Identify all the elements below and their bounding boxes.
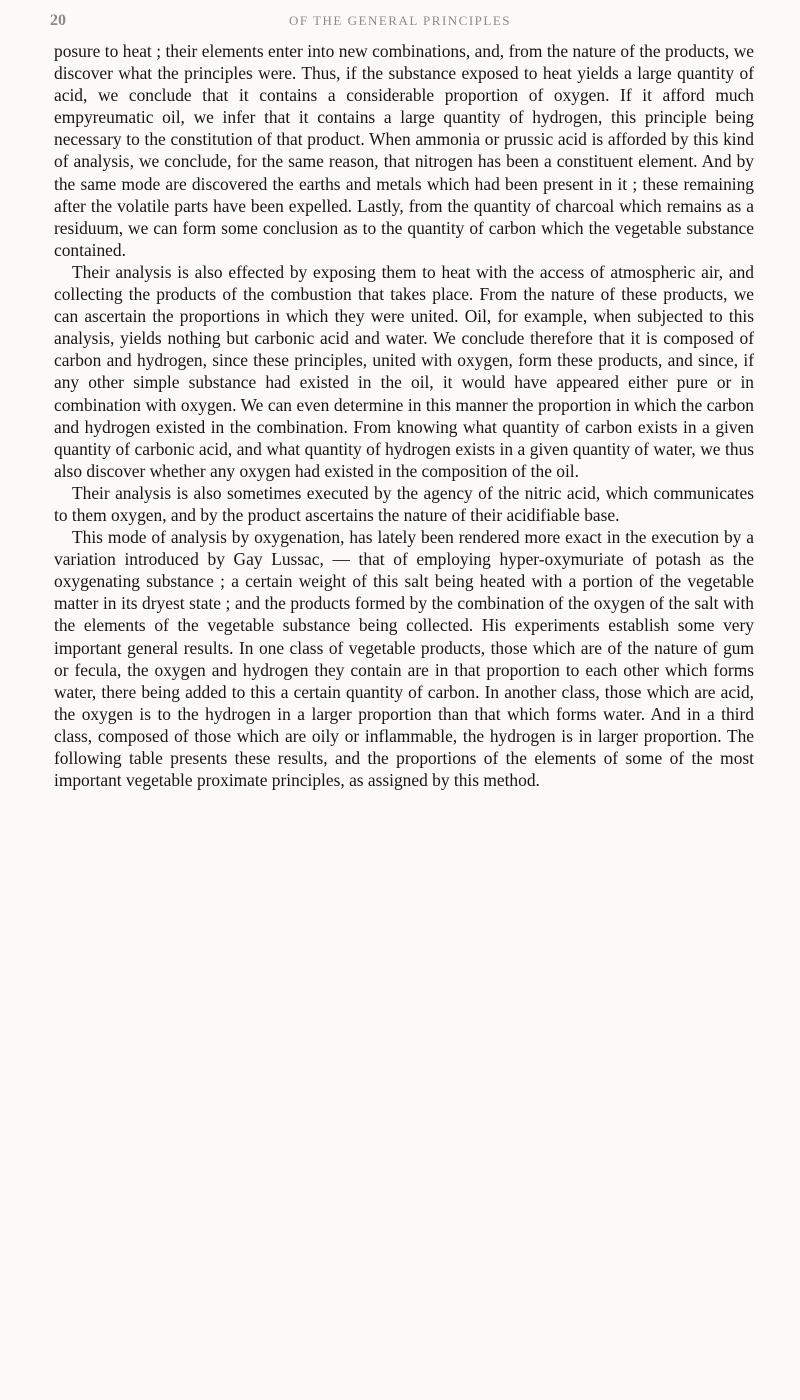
running-header	[50, 12, 750, 36]
paragraph-oxygenation-method: This mode of analysis by oxygenation, has lately been rendered more exact in the execution by a variation introduced by Gay Lussac, — that of employing hyper-oxymuriate of potash as the oxygenating substance ; a certain weight of this salt being heated with a portion of the vegetable matter in its dryest state ; and the products formed by the combination of the oxygen of the salt with the elements of the vegetable substance being collected. His experiments establish some very important general results. In one class of vegetable products, those which are of the nature of gum or fecula, the oxygen and hydrogen they contain are in that proportion to each other which forms water, there being added to this a certain quantity of carbon. In another class, those which are acid, the oxygen is to the hydrogen in a larger proportion than that which forms water. And in a third class, composed of those which are oily or inflammable, the hydrogen is in larger proportion. The following table presents these results, and the proportions of the elements of some of the most important vegetable proximate principles, as assigned by this method.	[54, 527, 754, 791]
paragraph-heat-analysis: posure to heat ; their elements enter into new combinations, and, from the nature of the products, we discover what the principles were. Thus, if the substance exposed to heat yields a large quantity of acid, we conclude that it contains a considerable proportion of oxygen. If it afford much empyreumatic oil, we infer that it contains a large quantity of hydrogen, this principle being necessary to the constitution of that product. When ammonia or prussic acid is afforded by this kind of analysis, we conclude, for the same reason, that nitrogen has been a constituent element. And by the same mode are discovered the earths and metals which had been present in it ; these remaining after the volatile parts have been expelled. Lastly, from the quantity of charcoal which remains as a residuum, we can form some conclusion as to the quantity of carbon which the vegetable substance contained.	[54, 41, 754, 260]
body-text	[54, 40, 754, 791]
page-number: 20	[50, 12, 66, 29]
paragraph-nitric-acid-analysis: Their analysis is also sometimes executed by the agency of the nitric acid, which communicates to them oxygen, and by the product ascertains the nature of their acidifiable base.	[54, 482, 754, 525]
paragraph-combustion-analysis: Their analysis is also effected by exposing them to heat with the access of atmospheric air, and collecting the products of the combustion that takes place. From the nature of these products, we can ascertain the proportions in which they were united. Oil, for example, when subjected to this analysis, yields nothing but carbonic acid and water. We conclude therefore that it is composed of carbon and hydrogen, since these principles, united with oxygen, form these products, and since, if any other simple substance had existed in the oil, it would have appeared either pure or in combination with oxygen. We can even determine in this manner the proportion in which the carbon and hydrogen existed in the combination. From knowing what quantity of carbon exists in a given quantity of carbonic acid, and what quantity of hydrogen exists in a given quantity of water, we thus also discover whether any oxygen had existed in the composition of the oil.	[54, 261, 754, 481]
running-title: OF THE GENERAL PRINCIPLES	[288, 13, 512, 28]
